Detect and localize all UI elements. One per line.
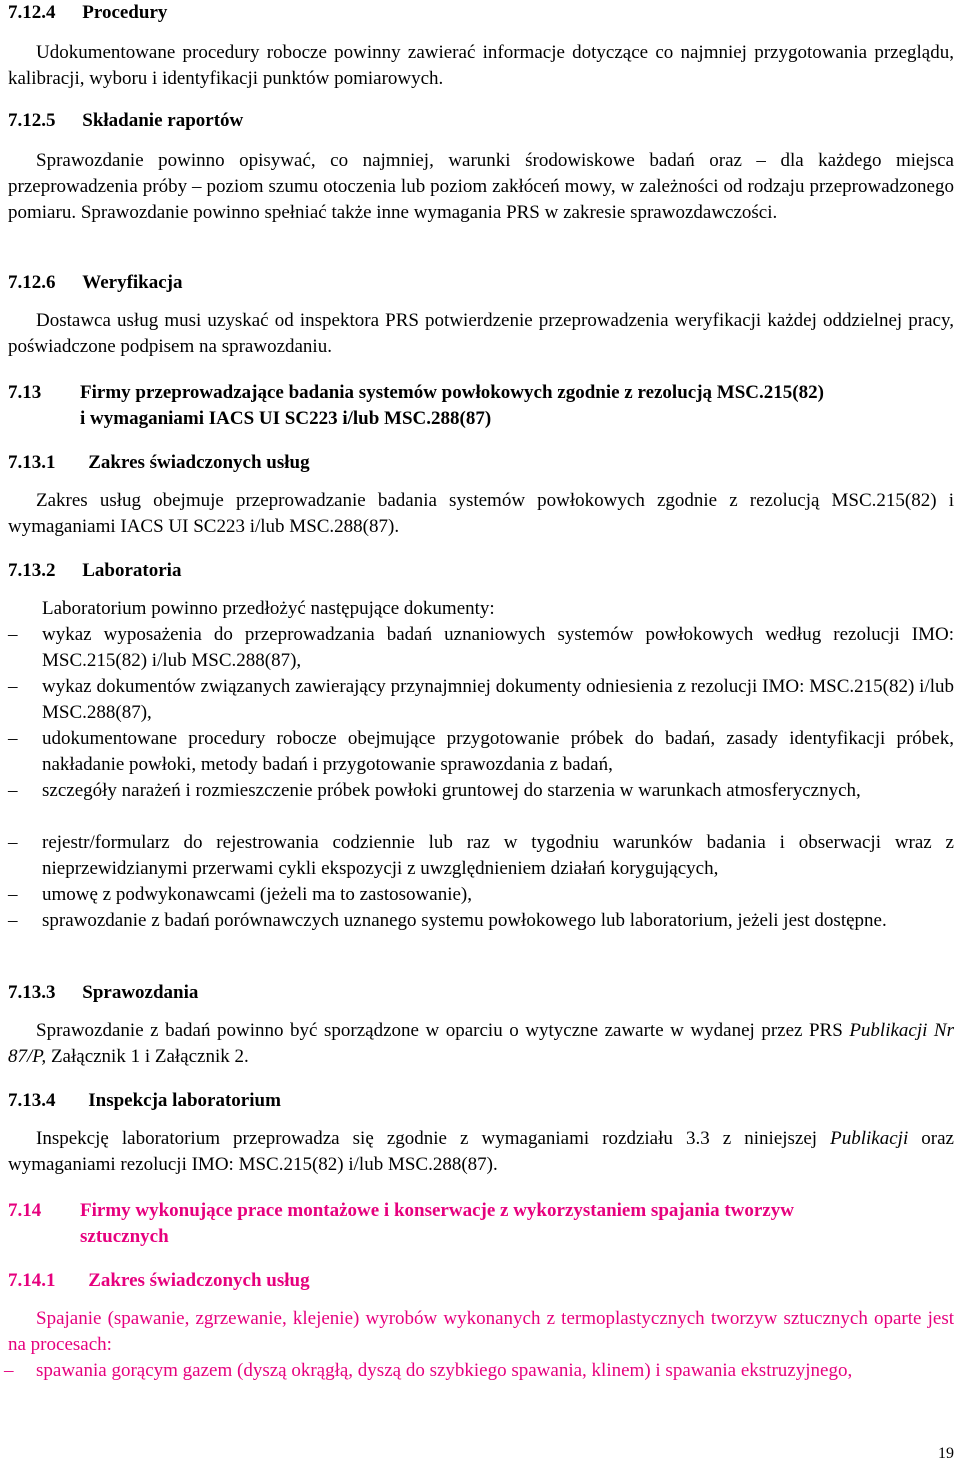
- list-item: [0, 1358, 954, 1410]
- section-number: 7.12.4: [8, 2, 56, 23]
- section-title: Weryfikacja: [82, 272, 183, 293]
- paragraph-7-12-5: Sprawozdanie powinno opisywać, co najmniej, warunki środowiskowe badań oraz – dla każdego miejsca przeprowadzenia próby – poziom szumu otoczenia lub poziom zakłóceń mowy, w zależności od rodzaju przeprowadzonego pomiaru. Sprawozdanie powinno spełniać także inne wymagania PRS w zakresie sprawozdawczości.: [8, 150, 954, 223]
- list-item-text: spawania gorącym gazem (dyszą okrągłą, dyszą do szybkiego spawania, klinem) i spawania ekstruzyjnego,: [36, 1360, 853, 1381]
- paragraph-text: oraz wymaganiami rezolucji IMO: MSC.215(82) i/lub MSC.288(87).: [8, 1128, 954, 1175]
- list-item-text: wykaz dokumentów związanych zawierający przynajmniej dokumenty odniesienia z rezolucji IMO: MSC.215(82) i/lub MSC.288(87),: [42, 676, 954, 723]
- section-number: 7.14.1: [8, 1270, 56, 1291]
- heading-7-12-4: [8, 0, 167, 26]
- page-number: 19: [938, 1445, 954, 1462]
- list-item: [0, 908, 954, 960]
- list-item: [0, 778, 954, 830]
- list-item: [0, 674, 954, 726]
- list-item: [0, 726, 954, 778]
- section-title: Zakres świadczonych usług: [88, 1270, 310, 1291]
- list-item-text: szczegóły narażeń i rozmieszczenie próbek powłoki gruntowej do starzenia w warunkach atmosferycznych,: [42, 780, 861, 801]
- dash-bullet: –: [8, 676, 18, 697]
- section-number: 7.13.1: [8, 452, 56, 473]
- publication-reference: Publikacji Nr 87/P,: [8, 1020, 954, 1067]
- dash-bullet: –: [8, 780, 18, 801]
- section-number: 7.13.2: [8, 560, 56, 581]
- dash-bullet: –: [4, 1360, 14, 1381]
- dash-bullet: –: [8, 910, 18, 931]
- heading-7-13-2: [8, 558, 181, 584]
- section-number: 7.13: [8, 382, 42, 403]
- section-number: 7.13.3: [8, 982, 56, 1003]
- section-number: 7.13.4: [8, 1090, 56, 1111]
- paragraph-text: Załącznik 1 i Załącznik 2.: [46, 1046, 249, 1067]
- dash-bullet: –: [8, 728, 18, 749]
- heading-7-13-4: [8, 1088, 281, 1114]
- list-item-text: rejestr/formularz do rejestrowania codziennie lub raz w tygodniu warunków badania i obserwacji wraz z nieprzewidzianymi przerwami cykli ekspozycji z uwzględnieniem działań korygujących,: [42, 832, 954, 879]
- paragraph-7-12-4: Udokumentowane procedury robocze powinny zawierać informacje dotyczące co najmniej przygotowania przeglądu, kalibracji, wyboru i identyfikacji punktów pomiarowych.: [8, 42, 954, 89]
- list-item: [0, 882, 954, 908]
- heading-7-13: [8, 380, 954, 432]
- paragraph-7-13-2-intro: Laboratorium powinno przedłożyć następujące dokumenty:: [42, 598, 495, 619]
- section-title: Laboratoria: [82, 560, 182, 581]
- section-title: Sprawozdania: [82, 982, 199, 1003]
- section-title-line2: i wymaganiami IACS UI SC223 i/lub MSC.288(87): [80, 408, 492, 429]
- heading-7-14-1: [8, 1268, 310, 1294]
- heading-7-14: [8, 1198, 954, 1250]
- paragraph-text: Inspekcję laboratorium przeprowadza się zgodnie z wymaganiami rozdziału 3.3 z niniejszej: [36, 1128, 831, 1149]
- heading-7-12-6: [8, 270, 183, 296]
- section-title: Procedury: [82, 2, 168, 23]
- section-number: 7.14: [8, 1200, 42, 1221]
- dash-bullet: –: [8, 832, 18, 853]
- heading-7-13-1: [8, 450, 310, 476]
- paragraph-7-13-4: [8, 1126, 954, 1178]
- publication-reference: Publikacji: [830, 1128, 909, 1149]
- section-number: 7.12.5: [8, 110, 56, 131]
- list-item-text: wykaz wyposażenia do przeprowadzania badań uznaniowych systemów powłokowych według rezolucji IMO: MSC.215(82) i/lub MSC.288(87),: [42, 624, 954, 671]
- list-item-text: umowę z podwykonawcami (jeżeli ma to zastosowanie),: [42, 884, 472, 905]
- paragraph-7-13-3: [8, 1018, 954, 1070]
- list-item: [0, 622, 954, 674]
- section-title-line2: sztucznych: [80, 1226, 169, 1247]
- list-item-text: sprawozdanie z badań porównawczych uznanego systemu powłokowego lub laboratorium, jeżeli jest dostępne.: [42, 910, 887, 931]
- section-title: Składanie raportów: [82, 110, 244, 131]
- list-item-text: udokumentowane procedury robocze obejmujące przygotowanie próbek do badań, zasady identyfikacji próbek, nakładanie powłoki, metody badań i przygotowanie sprawozdania z badań,: [42, 728, 954, 775]
- section-title-line1: Firmy przeprowadzające badania systemów powłokowych zgodnie z rezolucją MSC.215(82): [80, 382, 824, 403]
- section-title: Zakres świadczonych usług: [88, 452, 310, 473]
- dash-bullet: –: [8, 624, 18, 645]
- list-item: [0, 830, 954, 882]
- paragraph-text: Sprawozdanie z badań powinno być sporządzone w oparciu o wytyczne zawarte w wydanej przez PRS: [36, 1020, 850, 1041]
- section-title: Inspekcja laboratorium: [88, 1090, 281, 1111]
- paragraph-7-12-6: Dostawca usług musi uzyskać od inspektora PRS potwierdzenie przeprowadzenia weryfikacji każdej oddzielnej pracy, poświadczone podpisem na sprawozdaniu.: [8, 310, 954, 357]
- heading-7-13-3: [8, 980, 198, 1006]
- paragraph-7-13-1: Zakres usług obejmuje przeprowadzanie badania systemów powłokowych zgodnie z rezolucją MSC.215(82) i wymaganiami IACS UI SC223 i/lub MSC.288(87).: [8, 490, 954, 537]
- heading-7-12-5: [8, 108, 243, 134]
- dash-bullet: –: [8, 884, 18, 905]
- paragraph-7-14-1: Spajanie (spawanie, zgrzewanie, klejenie) wyrobów wykonanych z termoplastycznych tworzyw sztucznych oparte jest na procesach:: [8, 1308, 954, 1355]
- section-number: 7.12.6: [8, 272, 56, 293]
- section-title-line1: Firmy wykonujące prace montażowe i konserwacje z wykorzystaniem spajania tworzyw: [80, 1200, 794, 1221]
